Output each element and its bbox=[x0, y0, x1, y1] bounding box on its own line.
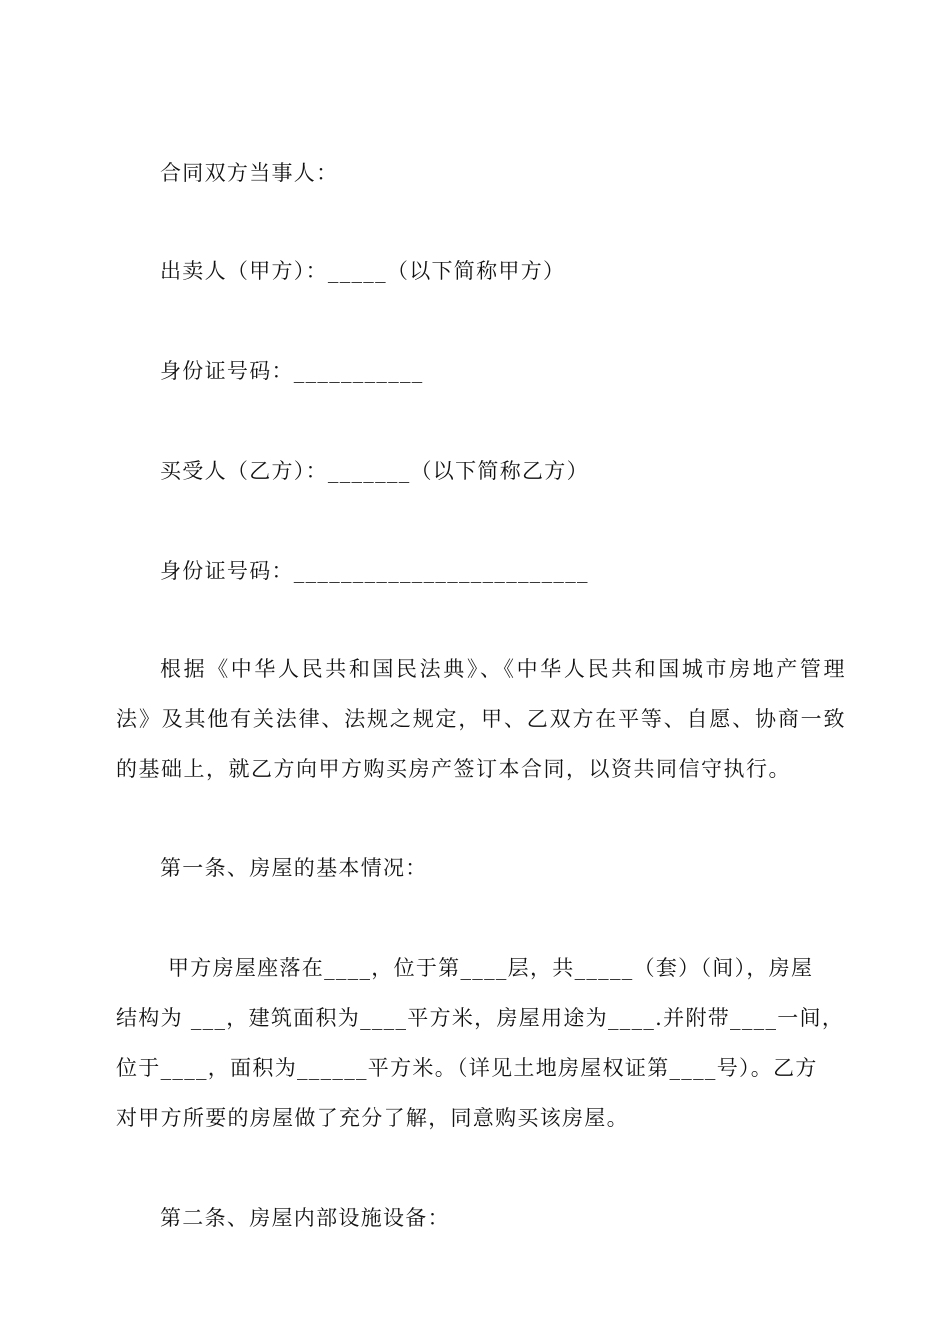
buyer-line: 买受人（乙方）：_______（以下简称乙方） bbox=[160, 459, 589, 483]
article-1-line-2: 结构为 ___，建筑面积为____平方米，房屋用途为____.并附带____一间， bbox=[116, 1006, 845, 1030]
parties-heading: 合同双方当事人： bbox=[160, 161, 339, 185]
seller-line: 出卖人（甲方）：_____（以下简称甲方） bbox=[160, 259, 566, 283]
article-2-heading: 第二条、房屋内部设施设备： bbox=[160, 1206, 450, 1230]
article-1-line-1: 甲方房屋座落在____，位于第____层，共_____（套）（间），房屋 bbox=[160, 956, 814, 980]
seller-id-line: 身份证号码：___________ bbox=[160, 359, 424, 383]
article-1-heading: 第一条、房屋的基本情况： bbox=[160, 856, 428, 880]
article-1-line-4: 对甲方所要的房屋做了充分了解，同意购买该房屋。 bbox=[116, 1106, 629, 1130]
basis-paragraph: 根据《中华人民共和国民法典》、《中华人民共和国城市房地产管理法》及其他有关法律、法规之规定，甲、乙双方在平等、自愿、协商一致的基础上，就乙方向甲方购买房产签订本合同，以资共同信守执行。 bbox=[116, 657, 846, 781]
buyer-id-line: 身份证号码：_________________________ bbox=[160, 559, 589, 583]
article-1-line-3: 位于____，面积为______平方米。（详见土地房屋权证第____号）。乙方 bbox=[116, 1056, 818, 1080]
